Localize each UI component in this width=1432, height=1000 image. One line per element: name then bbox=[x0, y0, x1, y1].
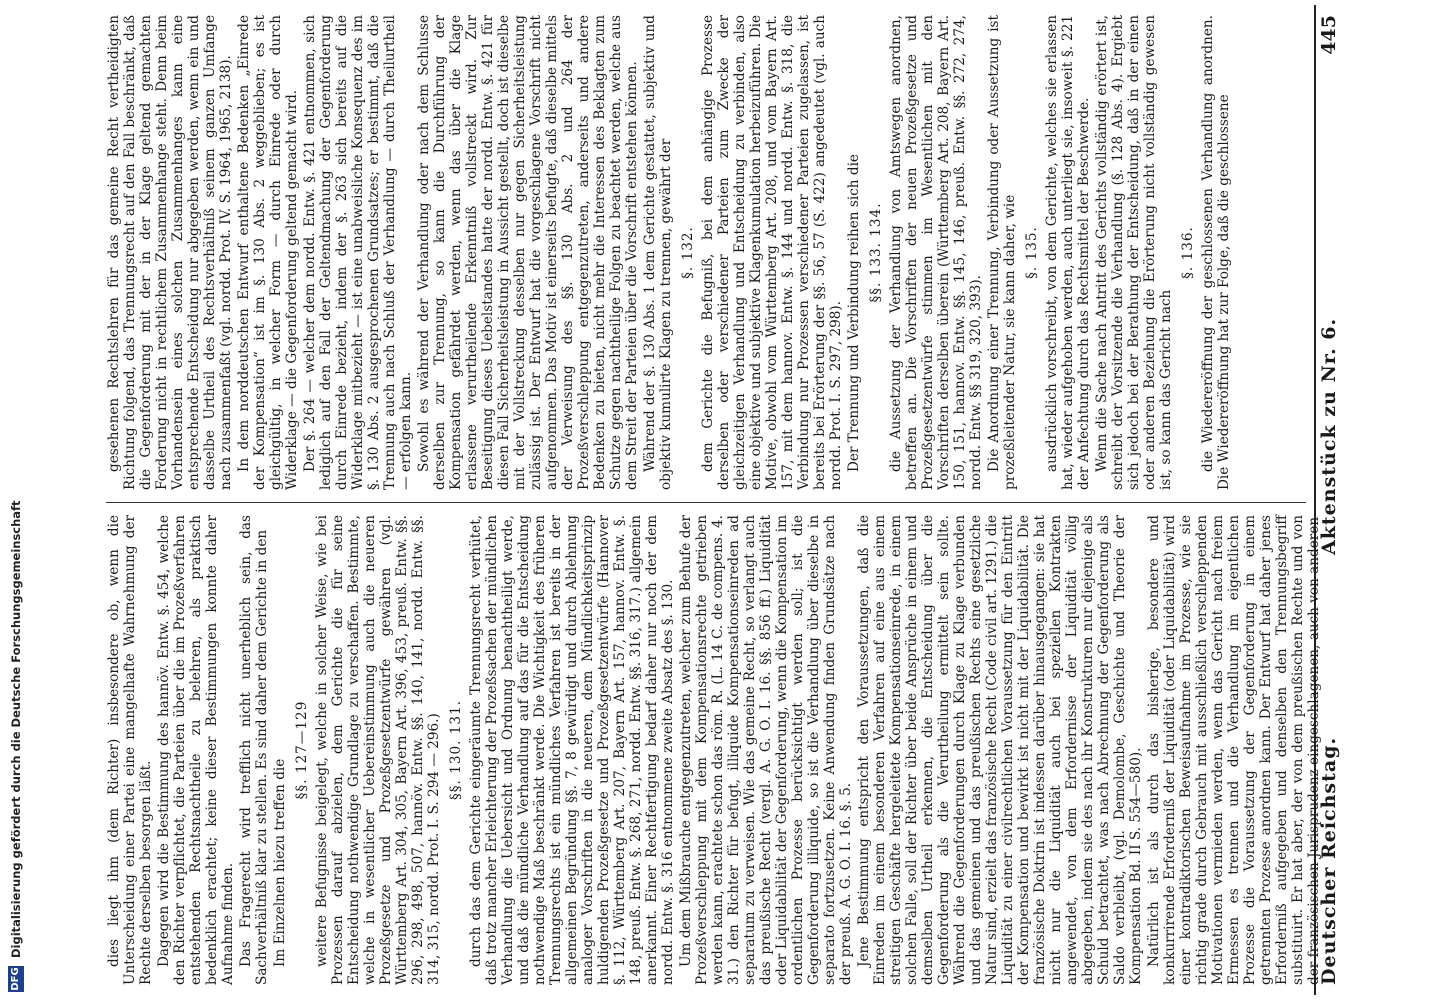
header-left: Deutscher Reichstag. bbox=[1318, 736, 1340, 985]
paragraph: Um dem Mißbrauche entgegenzutreten, welcher zum Behufe der Prozeßverschleppung mit dem Kompensationsrechte getrieben werden kann, erachtete schon das röm. R. (L. 14 C. de compens. 4. 31.) den Richter für befugt, illiquide Kompensationseinreden ad separatum zu verweisen. Wie das gemeine Recht, so verlangt auch das preußische Recht (vergl. A. G. O. I. 16. §§. 856 ff.) Liquidität oder Liquidabilität der Gegenforderung, wenn die Kompensation im ordentlichen Prozesse berücksichtigt werden soll; ist die Gegenforderung illiquide, so ist die Verhandlung über dieselbe in separato fortzusetzen. Keine Anwendung finden Grundsätze nach der preuß. A. G. O. I. 16. §. 5. bbox=[678, 515, 854, 985]
page-number: 445 bbox=[1318, 15, 1340, 55]
paragraph: durch das dem Gerichte eingeräumte Trennungsrecht verhütet, daß trotz mancher Erleichterung der Prozeßsachen der mündlichen Verhandlung die Uebersicht und Ordnung benachtheiligt werde, und daß die mündliche Verhandlung auf das für die Entscheidung nothwendige Maß beschränkt werde. Die Wichtigkeit des früheren Trennungsrechts ist ein mündliches Verfahren ist bereits in der allgemeinen Begründung §§. 7, 8 gewürdigt und durch Ablehnung analoger Vorschriften in die neueren, dem Mündlichkeitsprinzip huldigenden Prozeßgesetze und Prozeßgesetzentwürfe (Hannover §. 112, Württemberg Art. 207, Bayern Art. 157, hannov. Entw. §. 148, preuß. Entw. §. 268, 271, nordd. Entw. §§. 316, 317.) allgemein anerkannt. Einer Rechtfertigung bedarf daher nur noch der dem nordd. Entw. §. 316 entnommene zweite Absatz des §. 130. bbox=[468, 515, 676, 985]
paragraph: Im Einzelnen hiezu treffen die bbox=[272, 758, 288, 967]
section-heading: §. 135. bbox=[1024, 226, 1040, 279]
section-heading: §§. 133. 134. bbox=[868, 202, 884, 303]
paragraph: dies liegt ihm (dem Richter) insbesondere ob, wenn die Unterscheidung einer Partei eine mangelhafte Wahrnehmung der Rechte derselben besorgen läßt. bbox=[106, 515, 154, 985]
dfg-credit-text: Digitalisierung gefördert durch die Deutsche Forschungsgemeinschaft bbox=[9, 500, 23, 958]
paragraph: Sowohl es während der Verhandlung oder nach dem Schlusse derselben zur Trennung, so kann die Durchführung der Kompensation gefährdet werden, wenn das über die Klage erlassene verurtheilende Erkenntniß vollstreckt wird. Zur Beseitigung dieses Uebelstandes hatte der nordd. Entw. §. 421 für diesen Fall Sicherheitsleistung in Aussicht gestellt, doch ist dieselbe mit der Vollstreckung desselben nur gegen Sicherheitsleistung zulässig ist. Der Entwurf hat die vorgeschlagene Vorschrift nicht aufgenommen. Das Motiv ist einerseits befugte, daß dieselbe mittels der Verweisung des §§. 130 Abs. 2 und 264 der Prozeßverschleppung entgegenzutreten, anderseits und andere Bedenken zu bieten, nicht mehr die Interessen des Beklagten zum Schutze gegen nachtheilige Folgen zu beachtet werden, welche aus dem Streit der Parteien über die Vorschrift entstehen können. bbox=[416, 15, 640, 490]
paragraph: Dagegen wird die Bestimmung des hannöv. Entw. §. 454, welche den Richter verpflichtet, die Parteien über die im Prozeßverfahren entstehenden Rechtsnachtheile zu belehren, als praktisch bedenklich erachtet; keine dieser Bestimmungen konnte daher Aufnahme finden. bbox=[156, 515, 236, 985]
paragraph: Die Anordnung einer Trennung, Verbindung oder Aussetzung ist prozeßleitender Natur, sie kann daher, wie bbox=[986, 15, 1018, 490]
paragraph: die Aussetzung der Verhandlung von Amtswegen anordnen, betreffen an. Die Vorschriften der neuen Prozeßgesetze und Prozeßgesetzentwürfe stimmen im Wesentlichen mit den Vorschriften derselben überein (Württemberg Art. 208, Bayern Art. 150, 151, hannov. Entw. §§. 145, 146, preuß. Entw. §§. 272, 274, nordd. Entw. §§ 319, 320, 393). bbox=[888, 15, 984, 490]
section-heading: §. 132. bbox=[680, 226, 696, 279]
dfg-logo-icon: DFG bbox=[8, 966, 24, 992]
paragraph: ausdrücklich vorschreibt, von dem Gerichte, welches sie erlassen hat, wieder aufgehoben werden, auch unterliegt sie, insoweit §. 221 der Anfechtung durch das Rechtsmittel der Beschwerde. bbox=[1044, 15, 1092, 490]
section-heading: §. 136. bbox=[1180, 226, 1196, 279]
paragraph: Wenn die Sache nach Antritt des Gerichts vollständig erörtert ist, schreibt der Vorsitzende die Verhandlung (§. 128 Abs. 4). Ergiebt sich jedoch bei der Berathung der Entscheidung, daß in der einen oder anderen Beziehung die Erörterung nicht vollständig gewesen ist, so kann das Gericht nach bbox=[1094, 15, 1174, 490]
paragraph: Der §. 264 — welcher dem nordd. Entw. §. 421 entnommen, sich lediglich auf den Fall der Geltendmachung der Gegenforderung durch Einrede bezieht, indem der §. 263 sich bereits auf die Widerklage mitbezieht — ist eine unabweisliche Konsequenz des im §. 130 Abs. 2 ausgesprochenen Grundsatzes; er bestimmt, daß die Trennung auch nach Schluß der Verhandlung — durch Theilurtheil — erfolgen kann. bbox=[302, 15, 414, 490]
paragraph: gesehenen Rechtslehren für das gemeine Recht vertheidigten Richtung folgend, das Trennungsrecht auf den Fall beschränkt, daß die Gegenforderung mit der in der Klage geltend gemachten Forderung nicht in rechtlichem Zusammenhange steht. Denn beim Vorhandensein eines solchen Zusammenhanges kann eine entsprechende Entscheidung nur abgegeben werden, wenn ein und dasselbe Urtheil des Rechtsverhältniß seinem ganzen Umfange nach zusammenfaßt (vgl. nordd. Prot. IV. S. 1964, 1965, 2138). bbox=[106, 15, 234, 490]
paragraph: dem Gerichte die Befugniß, bei dem anhängige Prozesse derselben oder verschiedener Parteien zum Zwecke der gleichzeitigen Verhandlung und Entscheidung zu verbinden, also eine objektive und subjektive Klagenkumulation herbeizuführen. Die Motive, obwohl vom Württemberg Art. 208, und vom Bayern Art. 157, mit dem hannov. Entw. §. 144 und nordd. Entw. §. 318, die Verbindung nur Prozessen verschiedener Parteien zugelassen, ist bereits bei Erörterung der §§. 56, 57 (S. 422) angedeutet (vgl. auch nordd. Prot. I. S. 297, 298). bbox=[700, 15, 844, 490]
dfg-credit bbox=[3, 0, 29, 1000]
header-center: Aktenstück zu Nr. 6. bbox=[1318, 317, 1340, 555]
paragraph: Das Fragerecht wird trefflich nicht unerheblich sein, das Sachverhältniß klar zu stellen. Es sind daher dem Gerichte in den bbox=[238, 515, 270, 985]
section-heading: §§. 130. 131. bbox=[448, 699, 464, 801]
paragraph: weitere Befugnisse beigelegt, welche in solcher Weise, wie bei Prozessen darauf abzielen, dem Gerichte die für seine Entscheidung nothwendige Grundlage zu verschaffen. Bestimmte, welche in wesentlicher Uebereinstimmung auch die neueren Prozeßgesetze und Prozeßgesetzentwürfe gewähren (vgl. Württemberg Art. 304, 305, Bayern Art. 396, 453, preuß. Entw. §§. 296, 298, 498, 507, hannöv. Entw. §§. 140, 141, nordd. Entw. §§. 314, 315, nordd. Prot. I. S. 294 — 296.) bbox=[314, 515, 442, 985]
paragraph: In dem norddeutschen Entwurf enthaltene Bedenken „Einrede der Kompensation“ ist im §. 130 Abs. 2 weggeblieben; es ist gleichgültig, in welcher Form — durch Einrede oder durch Widerklage — die Gegenforderung geltend gemacht wird. bbox=[236, 15, 300, 490]
paragraph: Natürlich ist als durch das bisherige, besondere und konkurrirende Erforderniß der Liquidität (oder Liquidabilität) wird einer kontradiktorischen Beweisaufnahme im Prozesse, wie sie richtig grade durch Gebrauch mit ausschließlich verschleppenden Motivationen vermieden werden, wenn das Gericht nach freiem Ermessen es trennen und die Verhandlung im eigentlichen Prozesse die Voraussetzung der Gegenforderung in einem getrennten Prozesse anordnen kann. Der Entwurf hat daher jenes Erforderniß aufgegeben und denselben den Trennungsbegriff substituirt. Er hat aber, der von dem preußischen Rechte und von der französischen Jurisprudenz eingeschlagenen, auch von anderen bbox=[1146, 515, 1322, 985]
column-left bbox=[106, 515, 1322, 985]
section-heading: §§. 127—129 bbox=[294, 700, 310, 800]
paragraph: Der Trennung und Verbindung reihen sich die bbox=[846, 154, 862, 472]
paragraph: Während der §. 130 Abs. 1 dem Gerichte gestattet, subjektiv und objektiv kumulirte Klagen zu trennen, gewährt der bbox=[642, 15, 674, 490]
paragraph: Jene Bestimmung entspricht den Voraussetzungen, daß die Einreden im einem besonderen Verfahren auf eine aus einem streitigen Geschäfte hergeleitete Kompensationseinrede, in einem solchen Falle, soll der Richter über beide Ansprüche in einem und demselben Urtheil erkennen, die Entscheidung über die Gegenforderung als die Verurtheilung ermittelt sein sollte. Während die Gegenforderungen durch Klage zu Klage verbunden und das gemeinen und das preußischen Rechts eine gesetzliche Natur sind, erzielt das französische Recht (Code civil art. 1291.) die Liquidität zu einer civilrechtlichen Voraussetzung für den Eintritt der Kompensation und bewirkt ist nicht mit der Liquidabilität. Die französische Doktrin ist indessen darüber hinausgegangen: sie hat nicht nur die Liquidität auch bei speziellen Kontrakten angewendet, von dem Erfordernisse der Liquidität völlig abgegeben, indem sie des nach ihr Konstrukturen nur diejenige als Schuld betrachtet, was nach Abrechnung der Gegenforderung als Saldo verbleibt, (vgl. Demolombe, Geschichte und Theorie der Kompensation Bd. II S. 554—580). bbox=[856, 515, 1144, 985]
column-divider bbox=[106, 502, 1306, 503]
page-header bbox=[1318, 5, 1361, 995]
paragraph: die Wiedereröffnung der geschlossenen Verhandlung anordnen. Die Wiedereröffnung hat zur Folge, daß die geschlossene bbox=[1200, 15, 1232, 490]
scanned-page bbox=[96, 5, 1396, 995]
column-right bbox=[106, 15, 1306, 490]
